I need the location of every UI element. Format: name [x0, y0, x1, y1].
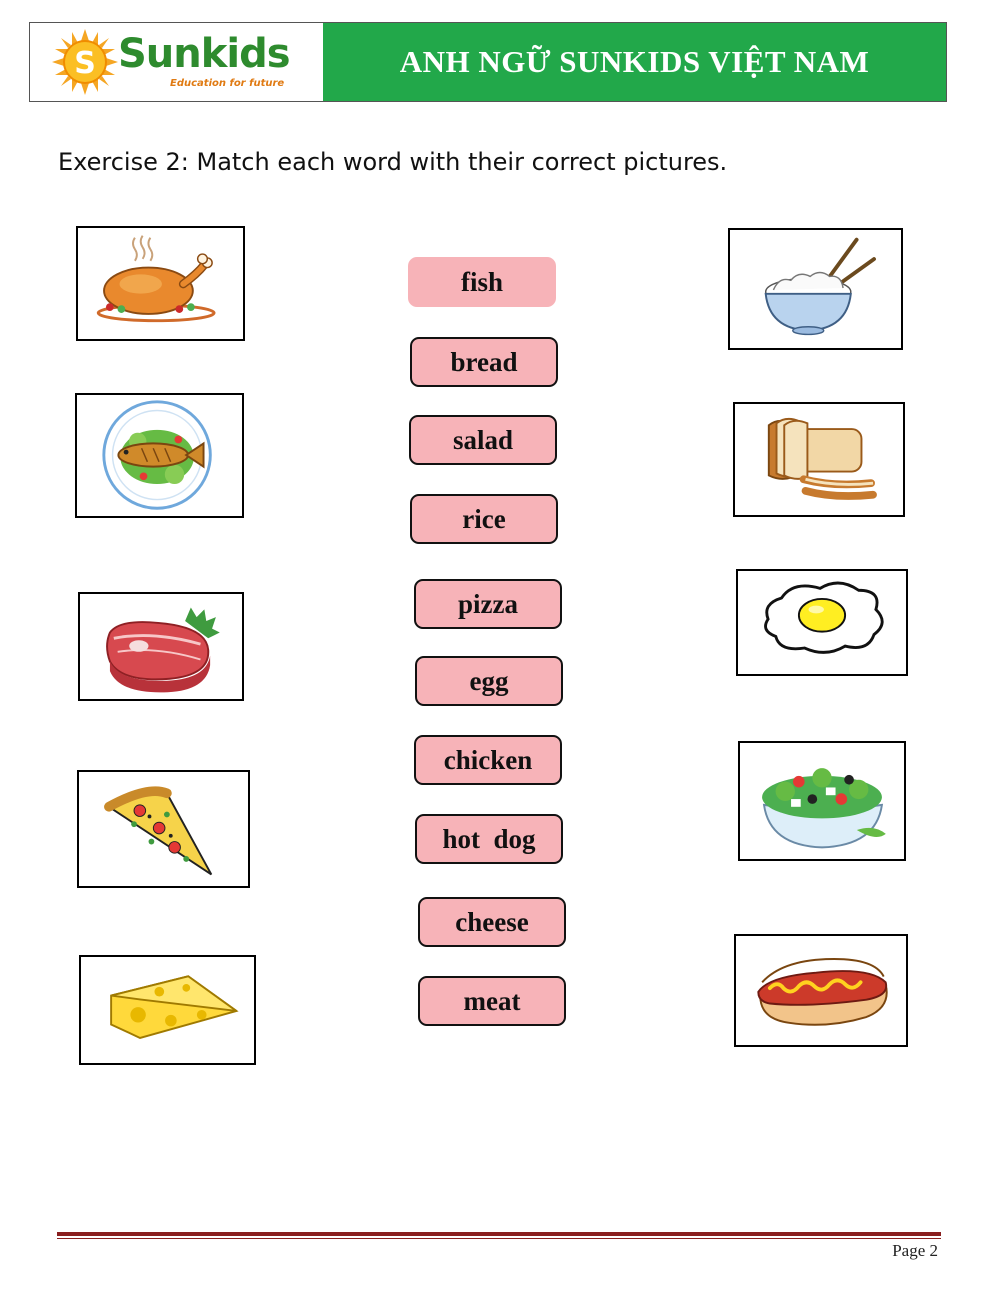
word-card[interactable]: salad [409, 415, 557, 465]
svg-text:S: S [74, 46, 96, 81]
picture-bread[interactable] [733, 402, 905, 517]
fish-plate-icon [77, 395, 242, 516]
word-card[interactable]: meat [418, 976, 566, 1026]
salad-bowl-icon [740, 743, 904, 859]
page-number: Page 2 [892, 1241, 938, 1260]
word-card[interactable]: pizza [414, 579, 562, 629]
picture-meat[interactable] [78, 592, 244, 701]
fried-egg-icon [738, 571, 906, 674]
word-card[interactable]: egg [415, 656, 563, 706]
banner-title: ANH NGỮ SUNKIDS VIỆT NAM [399, 44, 870, 79]
word-card[interactable]: cheese [418, 897, 566, 947]
pizza-slice-icon [79, 772, 248, 886]
footer-rule-thin [57, 1238, 941, 1239]
picture-cheese[interactable] [79, 955, 256, 1065]
logo-tagline: Education for future [170, 78, 285, 89]
page-header [29, 22, 947, 102]
sunkids-logo [30, 23, 324, 101]
steak-icon [80, 594, 242, 699]
rice-bowl-icon [730, 230, 901, 348]
sliced-bread-icon [735, 404, 903, 515]
word-card[interactable]: chicken [414, 735, 562, 785]
roast-chicken-icon [78, 228, 243, 339]
hot-dog-icon [736, 936, 906, 1045]
picture-roast-chicken[interactable] [76, 226, 245, 341]
picture-hotdog[interactable] [734, 934, 908, 1047]
exercise-instruction: Exercise 2: Match each word with their correct pictures. [58, 148, 728, 176]
picture-fish-plate[interactable] [75, 393, 244, 518]
word-card[interactable]: rice [410, 494, 558, 544]
word-card[interactable]: hot dog [415, 814, 563, 864]
footer-rule [57, 1232, 941, 1236]
sun-logo-icon [52, 29, 118, 95]
picture-pizza[interactable] [77, 770, 250, 888]
header-banner [323, 23, 946, 101]
word-card[interactable]: fish [408, 257, 556, 307]
picture-egg[interactable] [736, 569, 908, 676]
picture-rice[interactable] [728, 228, 903, 350]
picture-salad[interactable] [738, 741, 906, 861]
word-card[interactable]: bread [410, 337, 558, 387]
logo-wordmark: Sunkids [118, 31, 290, 77]
cheese-wedge-icon [81, 957, 254, 1063]
